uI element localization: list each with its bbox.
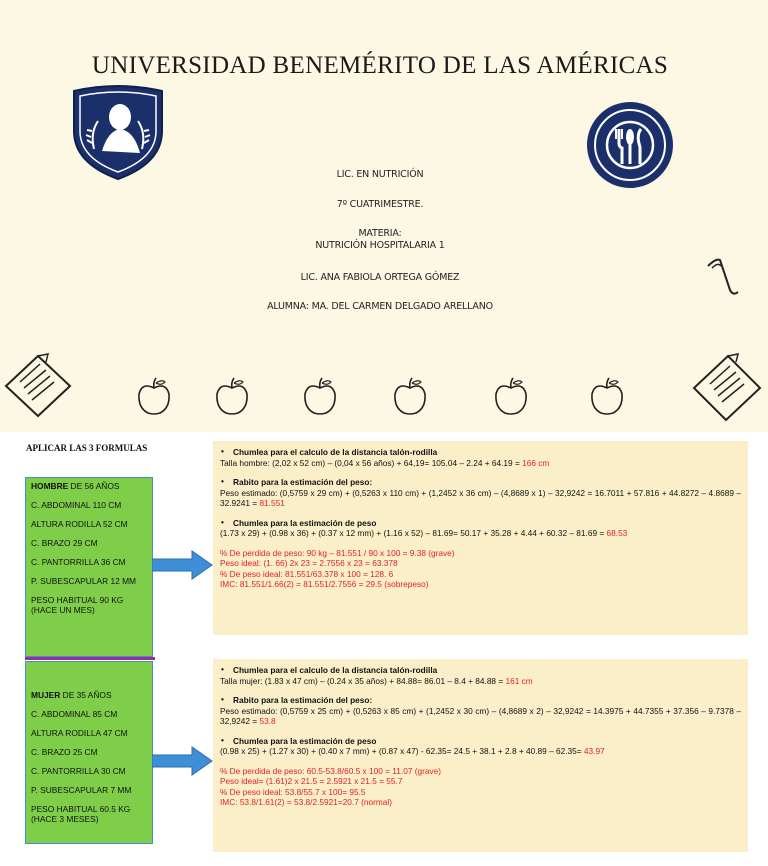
formula-heading: • Rabito para la estimación del peso:: [220, 477, 741, 488]
teacher-text: LIC. ANA FABIOLA ORTEGA GÓMEZ: [300, 272, 460, 283]
term-text: 7º CUATRIMESTRE.: [336, 199, 424, 210]
arrow-right-icon: [152, 746, 214, 776]
notepad-doodle-left: [2, 352, 74, 422]
formula-text: (1.73 x 29) + (0.98 x 36) + (0.37 x 12 mm) + (1.16 x 52) – 81.69= 50.17 + 35.28 + 4.44 + 60.32 – 81.69 =: [220, 528, 607, 538]
formula-text: Peso estimado: (0,5759 x 25 cm) + (0,5263 x 85 cm) + (1,2452 x 30 cm) – (4,8689 x 2) – 32,9242 = 14.3975 + 44.7355 + 37.356 – 9.7378 – 32,9242 =: [220, 705, 741, 726]
woman-formulas-box: [213, 659, 748, 852]
woman-item: ALTURA RODILLA 47 CM: [31, 728, 128, 738]
formula-result: 43.97: [583, 746, 605, 756]
formula-heading: • Chumlea para el calculo de la distancia talón-rodilla: [220, 665, 741, 676]
formula-line: [220, 676, 741, 687]
formula-result: 166 cm: [522, 457, 550, 468]
cover-header: [0, 0, 768, 432]
woman-item: C. PANTORRILLA 30 CM: [31, 766, 126, 776]
result-line: % De perdida de peso: 90 kg – 81.551 / 90 x 100 = 9.38 (grave): [220, 547, 455, 558]
man-title-rest: DE 56 AÑOS: [68, 481, 120, 491]
formula-heading: • Rabito para la estimación del peso:: [220, 695, 741, 706]
formula-text: Talla mujer: (1.83 x 47 cm) – (0.24 x 35 años) + 84.88= 86.01 – 8.4 + 84.88 =: [220, 675, 506, 686]
apple-icon: [392, 376, 428, 416]
woman-title-bold: MUJER: [31, 690, 61, 700]
apple-icon: [493, 376, 529, 416]
result-line: Peso ideal: (1. 66) 2x 23 = 2.7556 x 23 = 63.378: [220, 558, 398, 568]
arrow-right-icon: [152, 550, 214, 580]
man-item: P. SUBESCAPULAR 12 MM: [31, 576, 137, 586]
formula-result: 68.53: [606, 528, 628, 538]
apple-icon: [214, 376, 250, 416]
formula-line: [220, 488, 741, 509]
number-one-doodle: [700, 254, 740, 298]
result-line: Peso ideal= (1.61)2 x 21.5 = 2.5921 x 21.5 = 55.7: [220, 776, 403, 786]
man-title: [31, 481, 147, 491]
result-line: % De peso ideal: 81.551/63.378 x 100 = 128. 6: [220, 568, 394, 579]
formula-line: [220, 458, 741, 469]
formula-line: [220, 746, 741, 757]
student-text: ALUMNA: MA. DEL CARMEN DELGADO ARELLANO: [267, 301, 493, 312]
notepad-doodle-right: [690, 352, 764, 424]
apple-icon: [136, 376, 172, 416]
formula-result: 81.551: [259, 498, 285, 508]
formula-result: 161 cm: [505, 675, 533, 686]
career-text: LIC. EN NUTRICIÓN: [336, 169, 424, 180]
formula-result: 53.8: [259, 716, 276, 726]
woman-title-rest: DE 35 AÑOS: [60, 690, 112, 700]
result-line: IMC: 53.8/1.61(2) = 53.8/2.5921=20.7 (normal): [220, 797, 393, 807]
apple-icon: [589, 376, 625, 416]
apple-icon: [302, 376, 338, 416]
subject-label: MATERIA:: [358, 228, 402, 239]
formula-line: [220, 706, 741, 727]
university-title: UNIVERSIDAD BENEMÉRITO DE LAS AMÉRICAS: [91, 52, 669, 79]
formula-heading: • Chumlea para la estimación de peso: [220, 736, 741, 747]
man-item: ALTURA RODILLA 52 CM: [31, 519, 128, 529]
formula-heading: • Chumlea para el calculo de la distancia talón-rodilla: [220, 447, 741, 458]
woman-title: [31, 690, 147, 700]
man-item: C. PANTORRILLA 36 CM: [31, 557, 126, 567]
formula-text: Peso estimado: (0,5759 x 29 cm) + (0,5263 x 110 cm) + (1,2452 x 36 cm) – (4,8689 x 1) – 32,9242 = 16.7011 + 57.816 + 44.8272 – 4.8689 – 32.9241 =: [220, 487, 741, 508]
man-item: PESO HABITUAL 90 KG (HACE UN MES): [31, 595, 124, 615]
university-shield-logo: [70, 83, 166, 181]
result-line: % De peso ideal: 53.8/55.7 x 100= 95.5: [220, 786, 366, 797]
man-item: C. ABDOMINAL 110 CM: [31, 500, 122, 510]
woman-item: P. SUBESCAPULAR 7 MM: [31, 785, 132, 795]
formula-text: (0.98 x 25) + (1.27 x 30) + (0.40 x 7 mm) + (0.87 x 47) - 62.35= 24.5 + 38.1 + 2.8 + 40.89 – 62.35=: [220, 746, 584, 756]
woman-item: C. ABDOMINAL 85 CM: [31, 709, 118, 719]
result-line: IMC: 81.551/1.66(2) = 81.551/2.7556 = 29.5 (sobrepeso): [220, 579, 429, 589]
subject-text: NUTRICIÓN HOSPITALARIA 1: [315, 240, 445, 251]
man-item: C. BRAZO 29 CM: [31, 538, 98, 548]
section-title: APLICAR LAS 3 FORMULAS: [26, 443, 148, 453]
man-formulas-box: [213, 441, 748, 635]
formula-heading: • Chumlea para la estimación de peso: [220, 518, 741, 529]
result-line: % De perdida de peso: 60.5-53.8/60.5 x 100 = 11.07 (grave): [220, 765, 442, 776]
man-title-bold: HOMBRE: [31, 481, 69, 491]
man-data-box: [25, 477, 153, 657]
formula-line: [220, 528, 741, 539]
section-divider: [25, 657, 155, 660]
woman-item: PESO HABITUAL 60.5 KG (HACE 3 MESES): [31, 804, 131, 824]
woman-item: C. BRAZO 25 CM: [31, 747, 98, 757]
woman-data-box: [25, 661, 153, 844]
formula-text: Talla hombre: (2,02 x 52 cm) – (0,04 x 56 años) + 64,19= 105.04 – 2.24 + 64.19 =: [220, 457, 523, 468]
